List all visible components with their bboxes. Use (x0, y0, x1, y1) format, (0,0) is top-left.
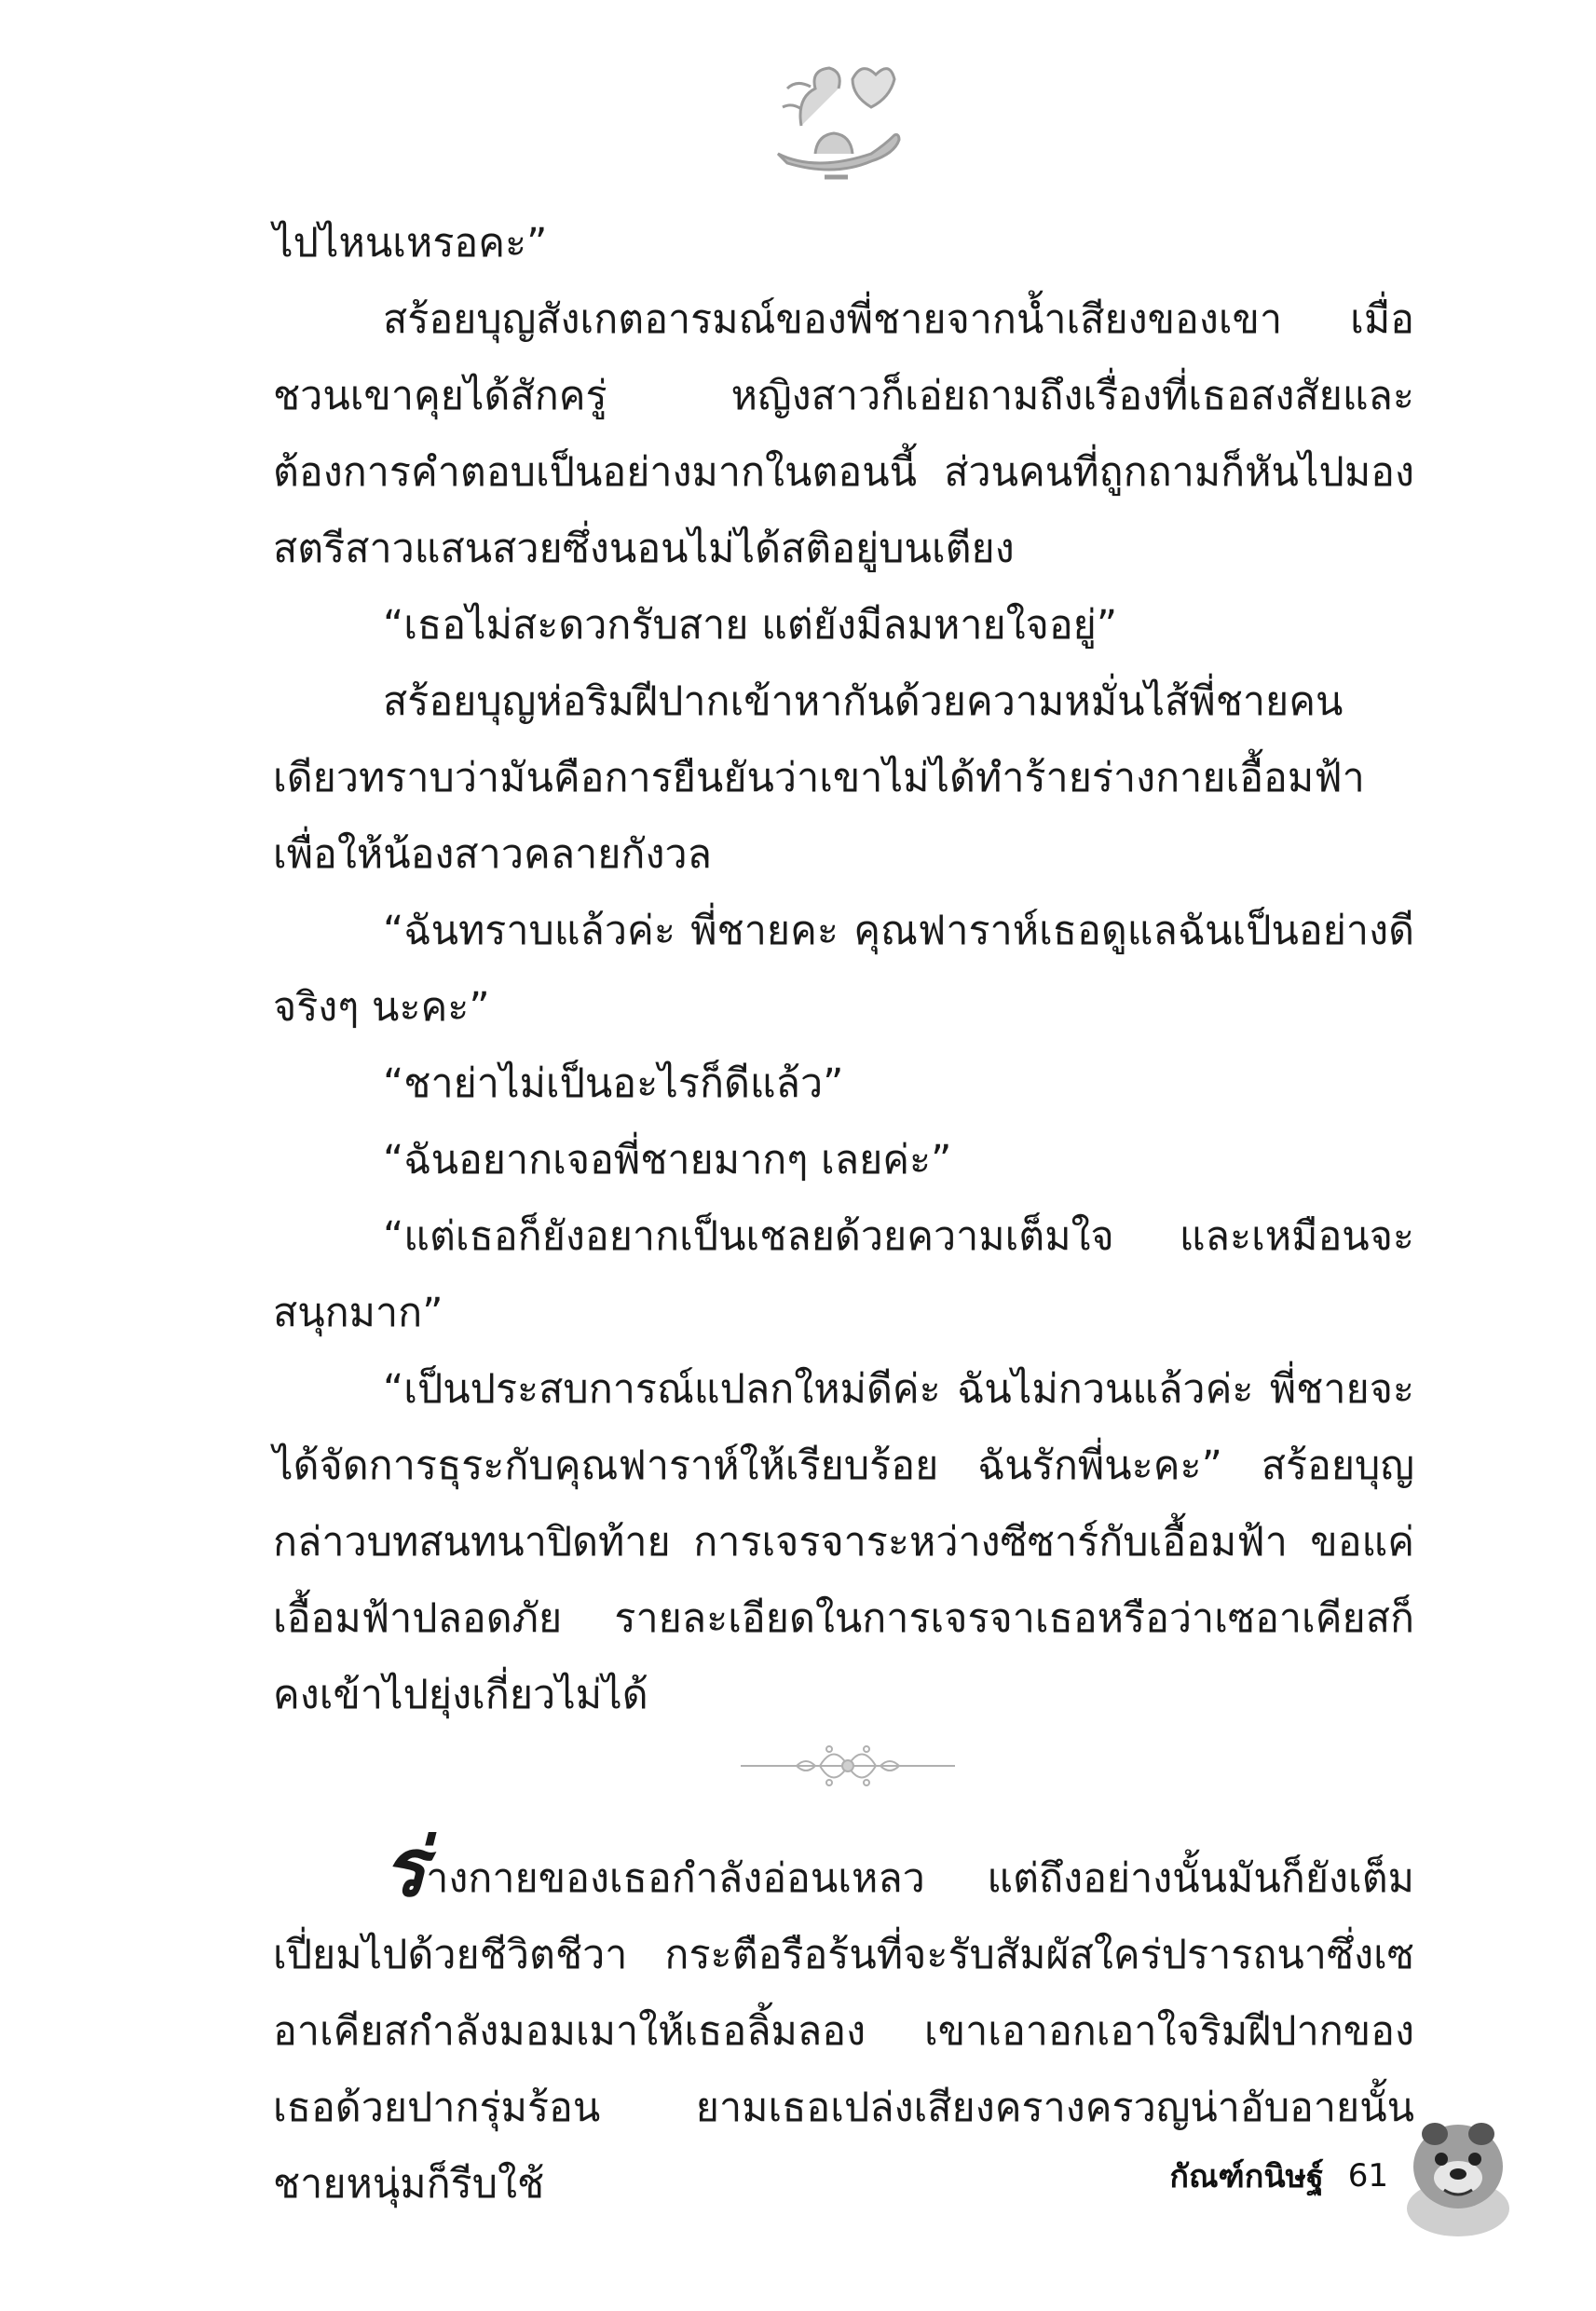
bulldog-mascot-icon (1393, 2101, 1523, 2241)
paragraph: “ชาย่าไม่เป็นอะไรก็ดีแล้ว” (383, 1060, 844, 1107)
genie-lamp-ornament-icon (759, 51, 908, 191)
paragraph: “แต่เธอก็ยังอยากเป็นเชลยด้วยความเต็มใจ และเหมือนจะสนุกมาก” (273, 1213, 1414, 1336)
paragraph: “ฉันอยากเจอพี่ชายมากๆ เลยค่ะ” (383, 1137, 952, 1183)
page-footer (1081, 2143, 1388, 2208)
filigree-divider-icon (731, 1729, 964, 1803)
main-text-block (273, 205, 1414, 1733)
paragraph: สร้อยบุญห่อริมฝีปากเข้าหากันด้วยความหมั่นไส้พี่ชายคนเดียวทราบว่ามันคือการยืนยันว่าเขาไม่ได้ทำร้ายร่างกายเอื้อมฟ้าเพื่อให้น้องสาวคลายกังวล (273, 678, 1365, 878)
paragraph: “ฉันทราบแล้วค่ะ พี่ชายคะ คุณฟาราห์เธอดูแลฉันเป็นอย่างดีจริงๆ นะคะ” (273, 908, 1414, 1031)
paragraph: “เธอไม่สะดวกรับสาย แต่ยังมีลมหายใจอยู่” (383, 602, 1118, 649)
page-number: 61 (1347, 2157, 1388, 2195)
author-name: กัณฑ์กนิษฐ์ (1169, 2158, 1324, 2195)
paragraph: สร้อยบุญสังเกตอารมณ์ของพี่ชายจากน้ำเสียงของเขา เมื่อชวนเขาคุยได้สักครู่ หญิงสาวก็เอ่ยถามถึงเรื่องที่เธอสงสัยและต้องการคำตอบเป็นอย่างมากในตอนนี้ ส่วนคนที่ถูกถามก็หันไปมองสตรีสาวแสนสวยซึ่งนอนไม่ได้สติอยู่บนเตียง (273, 296, 1414, 572)
paragraph: “เป็นประสบการณ์แปลกใหม่ดีค่ะ ฉันไม่กวนแล้วค่ะ พี่ชายจะได้จัดการธุระกับคุณฟาราห์ให้เรียบร้อย ฉันรักพี่นะคะ” สร้อยบุญกล่าวบทสนทนาปิดท้าย การเจรจาระหว่างซีซาร์กับเอื้อมฟ้า ขอแค่เอื้อมฟ้าปลอดภัย รายละเอียดในการเจรจาเธอหรือว่าเซอาเคียสก็คงเข้าไปยุ่งเกี่ยวไม่ได้ (273, 1366, 1414, 1718)
dropcap-letter: ร่ (383, 1821, 427, 1915)
paragraph: ไปไหนเหรอคะ” (273, 220, 548, 267)
section-text: างกายของเธอกำลังอ่อนเหลว แต่ถึงอย่างนั้นมันก็ยังเต็มเปี่ยมไปด้วยชีวิตชีวา กระตือรือร้นที่จะรับสัมผัสใคร่ปรารถนาซึ่งเซอาเคียสกำลังมอมเมาให้เธอลิ้มลอง เขาเอาอกเอาใจริมฝีปากของเธอด้วยปากรุ่มร้อน ยามเธอเปล่งเสียงครางครวญน่าอับอายนั้น ชายหนุ่มก็รีบใช้ (273, 1855, 1414, 2208)
